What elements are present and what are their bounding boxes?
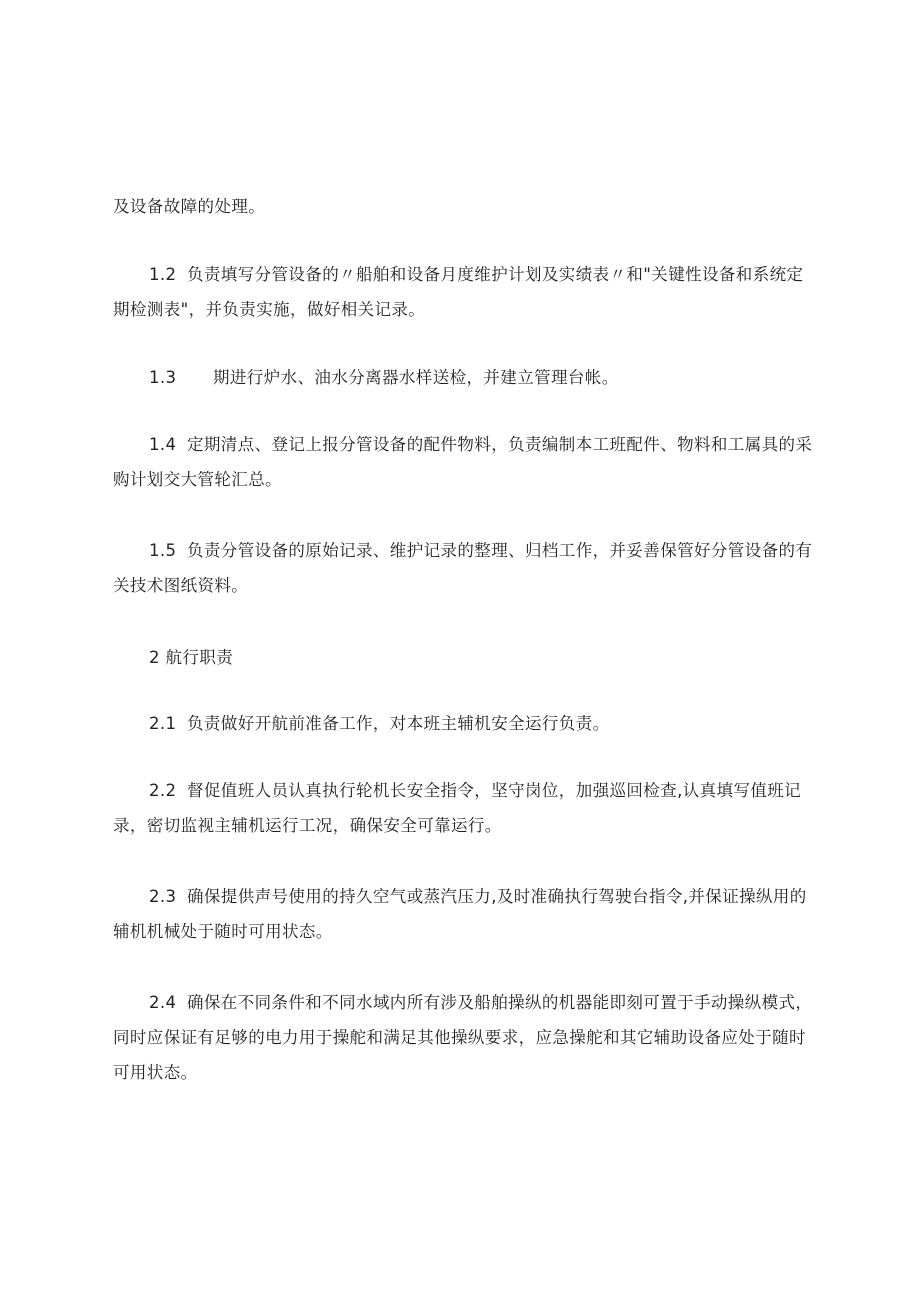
- clause-2-4: [113, 985, 813, 1090]
- continuation-paragraph: [113, 189, 813, 224]
- clause-number: 1.4: [149, 435, 177, 454]
- clause-text: 督促值班人员认真执行轮机长安全指令，坚守岗位，加强巡回检查,认真填写值班记录，密切监视主辅机运行工况，确保安全可靠运行。: [113, 781, 802, 835]
- clause-number: 2.2: [149, 781, 177, 800]
- clause-1-4: [113, 427, 813, 497]
- clause-2-3: [113, 879, 813, 949]
- clause-2-2: [113, 773, 813, 843]
- clause-text: 定期清点、登记上报分管设备的配件物料，负责编制本工班配件、物料和工属具的采购计划交大管轮汇总。: [113, 435, 813, 489]
- clause-number: 1.2: [149, 265, 177, 284]
- clause-text: 确保提供声号使用的持久空气或蒸汽压力,及时准确执行驾驶台指令,并保证操纵用的辅机机械处于随时可用状态。: [113, 887, 807, 941]
- clause-text: 负责分管设备的原始记录、维护记录的整理、归档工作，并妥善保管好分管设备的有关技术图纸资料。: [113, 541, 813, 595]
- section-heading-text: 2 航行职责: [149, 648, 234, 667]
- clause-text: 期进行炉水、油水分离器水样送检，并建立管理台帐。: [213, 368, 619, 387]
- clause-1-2: [113, 257, 813, 327]
- clause-2-1: [113, 706, 813, 741]
- clause-text: 负责填写分管设备的〃船舶和设备月度维护计划及实绩表〃和"关键性设备和系统定期检测表"，并负责实施，做好相关记录。: [113, 265, 804, 319]
- clause-number: 2.1: [149, 714, 177, 733]
- clause-text: 确保在不同条件和不同水域内所有涉及船舶操纵的机器能即刻可置于手动操纵模式，同时应保证有足够的电力用于操舵和满足其他操纵要求，应急操舵和其它辅助设备应处于随时可用状态。: [113, 993, 813, 1082]
- section-2-heading: [113, 640, 813, 675]
- clause-1-3: [113, 360, 813, 395]
- clause-number: 1.5: [149, 541, 177, 560]
- clause-text: 负责做好开航前准备工作，对本班主辅机安全运行负责。: [187, 714, 610, 733]
- clause-1-5: [113, 533, 813, 603]
- continuation-text: 及设备故障的处理。: [113, 197, 266, 216]
- clause-number: 2.3: [149, 887, 177, 906]
- clause-number: 2.4: [149, 993, 177, 1012]
- clause-number: 1.3: [149, 368, 177, 387]
